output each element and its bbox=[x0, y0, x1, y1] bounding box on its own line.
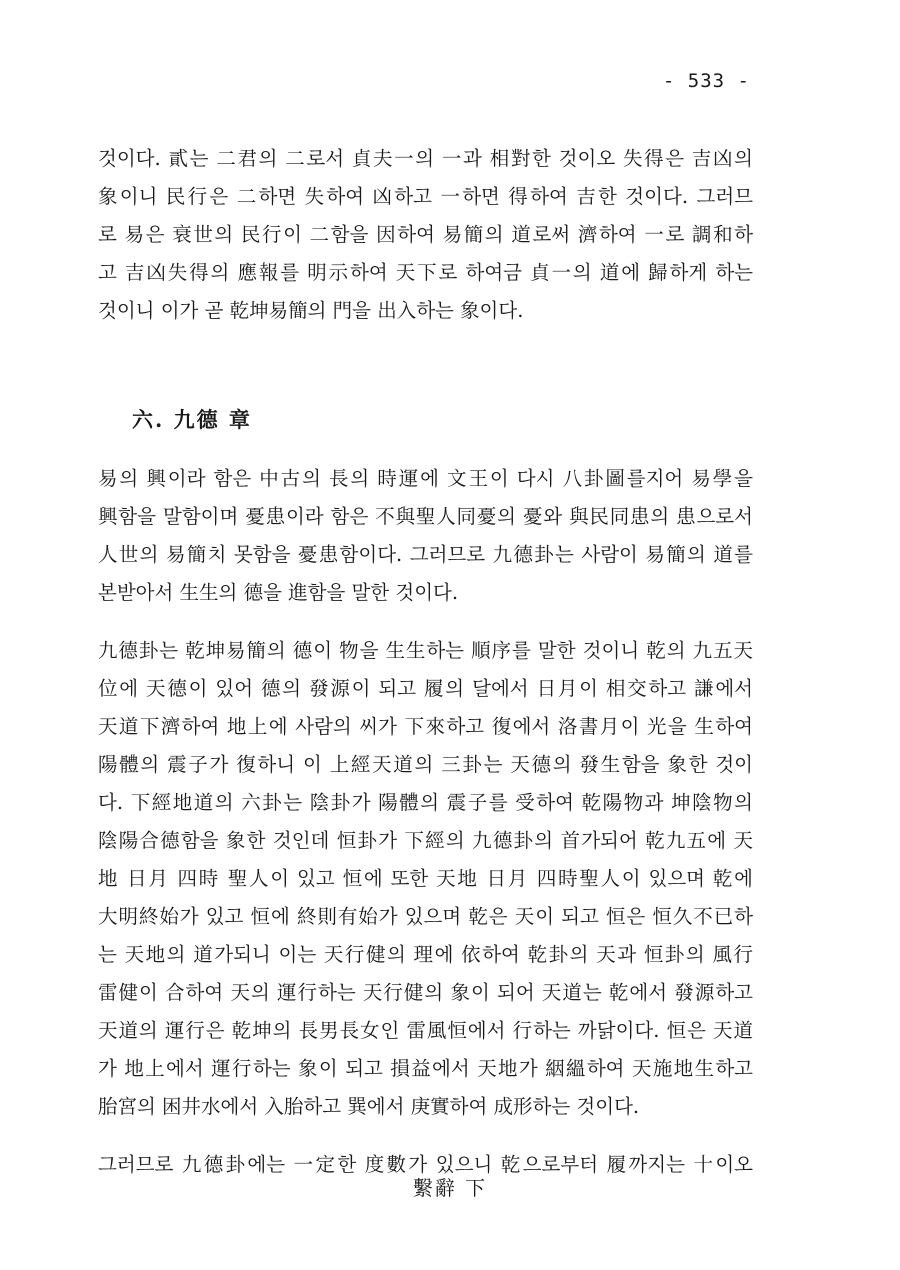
text-line: 天道下濟하여 地上에 사람의 씨가 下來하고 復에서 洛書月이 光을 生하여 bbox=[98, 715, 753, 738]
text-line: 天道의 運行은 乾坤의 長男長女인 雷風恒에서 行하는 까닭이다. 恒은 天道 bbox=[98, 1019, 753, 1042]
text-line: 것이다. 貳는 二君의 二로서 貞夫一의 一과 相對한 것이오 失得은 吉凶의 bbox=[98, 147, 753, 170]
text-line: 興함을 말함이며 憂患이라 함은 不與聖人同憂의 憂와 與民同患의 患으로서 bbox=[98, 505, 753, 528]
text-line: 고 吉凶失得의 應報를 明示하여 天下로 하여금 貞一의 道에 歸하게 하는 bbox=[98, 261, 753, 284]
text-line: 가 地上에서 運行하는 象이 되고 損益에서 天地가 絪縕하여 天施地生하고 bbox=[98, 1057, 753, 1080]
text-line: 位에 天德이 있어 德의 發源이 되고 履의 달에서 日月이 相交하고 謙에서 bbox=[98, 677, 753, 700]
running-footer: 繫辭 下 bbox=[412, 1176, 488, 1200]
text-line: 본받아서 生生의 德을 進함을 말한 것이다. bbox=[98, 581, 459, 604]
text-line: 胎宮의 困井水에서 入胎하고 巽에서 庚實하여 成形하는 것이다. bbox=[98, 1095, 640, 1118]
text-line: 地 日月 四時 聖人이 있고 恒에 또한 天地 日月 四時聖人이 있으며 乾에 bbox=[98, 867, 753, 890]
text-line: 雷健이 合하여 天의 運行하는 天行健의 象이 되어 天道는 乾에서 發源하고 bbox=[98, 981, 753, 1004]
text-line: 것이니 이가 곧 乾坤易簡의 門을 出入하는 象이다. bbox=[98, 299, 524, 322]
text-line: 九德卦는 乾坤易簡의 德이 物을 生生하는 順序를 말한 것이니 乾의 九五天 bbox=[98, 639, 753, 662]
text-line: 로 易은 衰世의 民行이 二함을 因하여 易簡의 道로써 濟하여 一로 調和하 bbox=[98, 223, 753, 246]
page-body bbox=[98, 140, 753, 1184]
paragraph-1 bbox=[98, 140, 753, 330]
text-line: 陰陽合德함을 象한 것인데 恒卦가 下經의 九德卦의 首가되어 乾九五에 天 bbox=[98, 829, 753, 852]
paragraph-3 bbox=[98, 632, 753, 1126]
page-number: - 533 - bbox=[662, 70, 750, 92]
section-heading: 六. 九德 章 bbox=[132, 407, 252, 432]
text-line: 그러므로 九德卦에는 一定한 度數가 있으니 乾으로부터 履까지는 十이오 bbox=[98, 1153, 753, 1176]
text-line: 陽體의 震子가 復하니 이 上經天道의 三卦는 天德의 發生함을 象한 것이 bbox=[98, 753, 753, 776]
text-line: 大明終始가 있고 恒에 終則有始가 있으며 乾은 天이 되고 恒은 恒久不已하 bbox=[98, 905, 753, 928]
paragraph-2 bbox=[98, 460, 753, 612]
text-line: 人世의 易簡치 못함을 憂患함이다. 그러므로 九德卦는 사람이 易簡의 道를 bbox=[98, 543, 753, 566]
text-line: 易의 興이라 함은 中古의 長의 時運에 文王이 다시 八卦圖를지어 易學을 bbox=[98, 467, 753, 490]
text-line: 는 天地의 道가되니 이는 天行健의 理에 依하여 乾卦의 天과 恒卦의 風行 bbox=[98, 943, 753, 966]
text-line: 象이니 民行은 二하면 失하여 凶하고 一하면 得하여 吉한 것이다. 그러므 bbox=[98, 185, 753, 208]
text-line: 다. 下經地道의 六卦는 陰卦가 陽體의 震子를 受하여 乾陽物과 坤陰物의 bbox=[98, 791, 753, 814]
